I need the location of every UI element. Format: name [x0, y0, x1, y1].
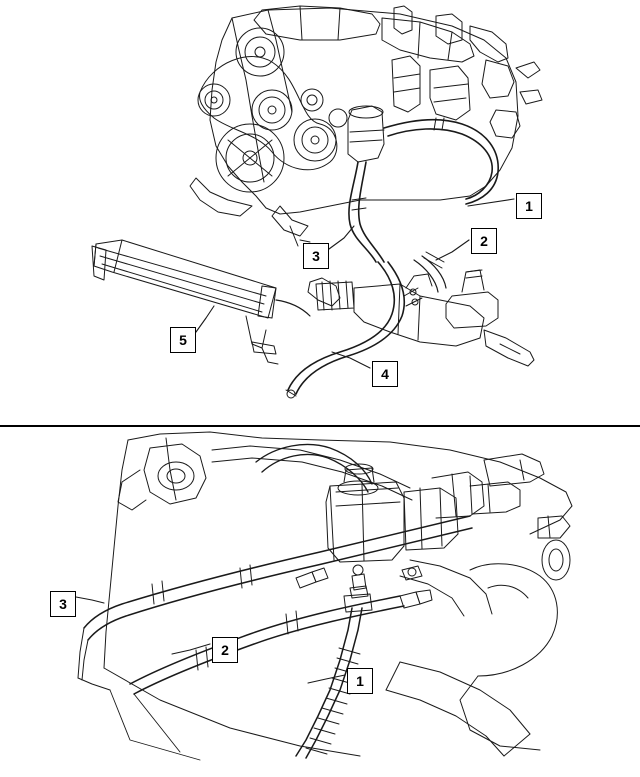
panel-divider: [0, 425, 640, 427]
callout-4-upper: [372, 361, 398, 387]
engine-assembly: [92, 6, 542, 398]
callout-label: 4: [381, 366, 389, 382]
callout-label: 5: [179, 332, 187, 348]
callout-2-upper: [471, 228, 497, 254]
callout-1-upper: [516, 193, 542, 219]
callout-3-lower: [50, 591, 76, 617]
callout-label: 3: [59, 596, 67, 612]
callout-5-upper: [170, 327, 196, 353]
callout-label: 3: [312, 248, 320, 264]
callout-1-lower: [347, 668, 373, 694]
callout-label: 1: [356, 673, 364, 689]
callout-label: 2: [480, 233, 488, 249]
callout-label: 1: [525, 198, 533, 214]
callout-label: 2: [221, 642, 229, 658]
callout-2-lower: [212, 637, 238, 663]
callout-3-upper: [303, 243, 329, 269]
underhood-assembly: [78, 432, 572, 760]
